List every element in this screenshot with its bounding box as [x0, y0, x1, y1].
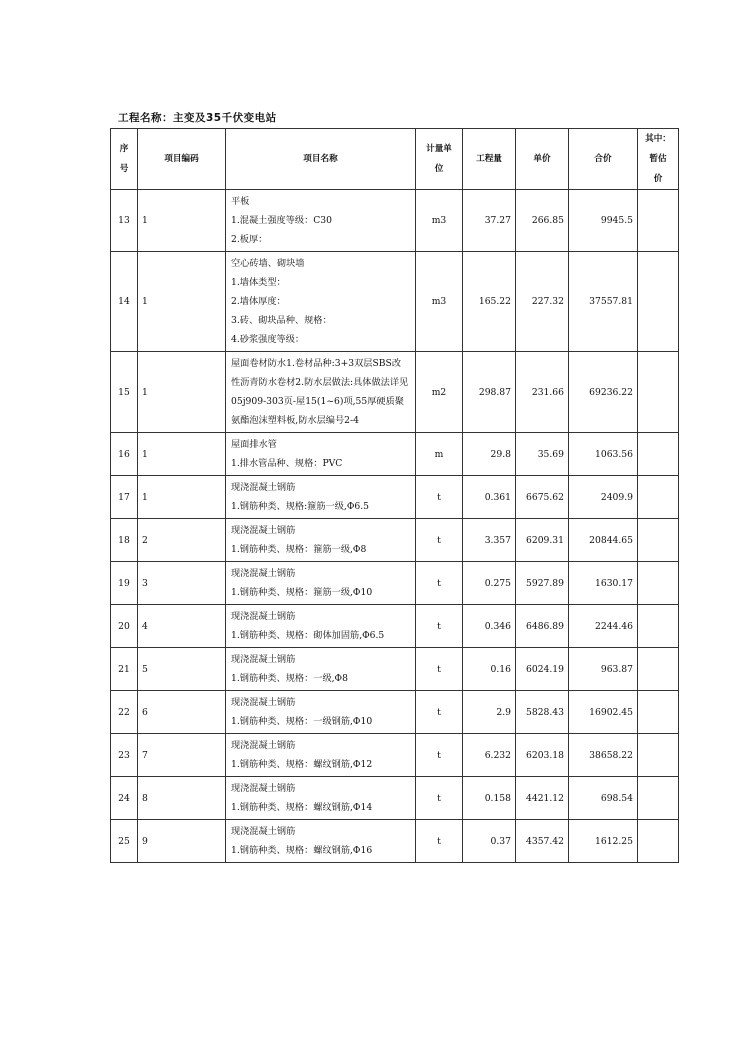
table-row — [111, 252, 679, 352]
cell-qty: 298.87 — [463, 352, 516, 433]
cell-provisional — [638, 820, 679, 863]
cell-name: 现浇混凝土钢筋 1.钢筋种类、规格：螺纹钢筋,Φ14 — [226, 777, 416, 820]
cell-name: 现浇混凝土钢筋 1.钢筋种类、规格：箍筋一级,Φ8 — [226, 519, 416, 562]
cell-provisional — [638, 190, 679, 252]
cell-code: 5 — [138, 648, 226, 691]
cell-name: 现浇混凝土钢筋 1.钢筋种类、规格：箍筋一级,Φ10 — [226, 562, 416, 605]
header-qty: 工程量 — [463, 129, 516, 190]
cell-total: 1612.25 — [569, 820, 638, 863]
cell-code: 2 — [138, 519, 226, 562]
cell-price: 231.66 — [516, 352, 569, 433]
header-row — [111, 129, 679, 190]
cell-code: 1 — [138, 190, 226, 252]
cell-price: 6024.19 — [516, 648, 569, 691]
table-row — [111, 820, 679, 863]
cell-provisional — [638, 476, 679, 519]
header-name: 项目名称 — [226, 129, 416, 190]
cell-code: 1 — [138, 252, 226, 352]
cell-qty: 37.27 — [463, 190, 516, 252]
table-row — [111, 562, 679, 605]
cell-seq: 20 — [111, 605, 138, 648]
cell-unit: t — [416, 734, 463, 777]
cell-price: 5927.89 — [516, 562, 569, 605]
cell-name: 现浇混凝土钢筋 1.钢筋种类、规格：一级钢筋,Φ10 — [226, 691, 416, 734]
cell-seq: 17 — [111, 476, 138, 519]
cell-provisional — [638, 519, 679, 562]
cell-total: 2244.46 — [569, 605, 638, 648]
cell-price: 4421.12 — [516, 777, 569, 820]
cell-unit: m3 — [416, 252, 463, 352]
cell-name: 现浇混凝土钢筋 1.钢筋种类、规格：螺纹钢筋,Φ12 — [226, 734, 416, 777]
cell-provisional — [638, 562, 679, 605]
table-row — [111, 476, 679, 519]
table-row — [111, 734, 679, 777]
cell-qty: 0.361 — [463, 476, 516, 519]
cell-qty: 0.16 — [463, 648, 516, 691]
cell-unit: t — [416, 648, 463, 691]
cell-price: 6675.62 — [516, 476, 569, 519]
cell-code: 1 — [138, 433, 226, 476]
cell-provisional — [638, 648, 679, 691]
cell-price: 6209.31 — [516, 519, 569, 562]
cell-unit: m3 — [416, 190, 463, 252]
cell-seq: 24 — [111, 777, 138, 820]
cell-qty: 3.357 — [463, 519, 516, 562]
cell-code: 8 — [138, 777, 226, 820]
cell-seq: 15 — [111, 352, 138, 433]
cell-unit: t — [416, 476, 463, 519]
cell-unit: m — [416, 433, 463, 476]
cell-total: 1063.56 — [569, 433, 638, 476]
cell-seq: 13 — [111, 190, 138, 252]
cell-seq: 14 — [111, 252, 138, 352]
table-row — [111, 433, 679, 476]
cell-seq: 18 — [111, 519, 138, 562]
cell-code: 1 — [138, 476, 226, 519]
cell-qty: 0.37 — [463, 820, 516, 863]
header-code: 项目编码 — [138, 129, 226, 190]
header-seq: 序 号 — [111, 129, 138, 190]
header-unit: 计量单 位 — [416, 129, 463, 190]
header-total: 合价 — [569, 129, 638, 190]
cell-price: 35.69 — [516, 433, 569, 476]
cell-provisional — [638, 777, 679, 820]
cell-seq: 16 — [111, 433, 138, 476]
cell-name: 空心砖墙、砌块墙 1.墙体类型： 2.墙体厚度： 3.砖、砌块品种、规格： 4.砂浆强度等级： — [226, 252, 416, 352]
table-row — [111, 190, 679, 252]
cell-unit: m2 — [416, 352, 463, 433]
cell-name: 屋面排水管 1.排水管品种、规格：PVC — [226, 433, 416, 476]
cell-provisional — [638, 433, 679, 476]
cell-price: 5828.43 — [516, 691, 569, 734]
cell-name: 现浇混凝土钢筋 1.钢筋种类、规格：砌体加固筋,Φ6.5 — [226, 605, 416, 648]
cell-qty: 29.8 — [463, 433, 516, 476]
cell-price: 227.32 — [516, 252, 569, 352]
cell-name: 现浇混凝土钢筋 1.钢筋种类、规格:箍筋一级,Φ6.5 — [226, 476, 416, 519]
cell-unit: t — [416, 519, 463, 562]
cell-price: 4357.42 — [516, 820, 569, 863]
cell-seq: 25 — [111, 820, 138, 863]
cell-unit: t — [416, 777, 463, 820]
cell-seq: 23 — [111, 734, 138, 777]
table-row — [111, 352, 679, 433]
cell-name: 现浇混凝土钢筋 1.钢筋种类、规格：一级,Φ8 — [226, 648, 416, 691]
cell-price: 266.85 — [516, 190, 569, 252]
cell-code: 6 — [138, 691, 226, 734]
cell-qty: 0.275 — [463, 562, 516, 605]
cell-code: 7 — [138, 734, 226, 777]
cell-code: 4 — [138, 605, 226, 648]
cell-total: 698.54 — [569, 777, 638, 820]
cell-provisional — [638, 605, 679, 648]
table-row — [111, 519, 679, 562]
cell-total: 37557.81 — [569, 252, 638, 352]
cell-total: 38658.22 — [569, 734, 638, 777]
cell-price: 6486.89 — [516, 605, 569, 648]
header-provisional: 其中： 暂估 价 — [638, 129, 679, 190]
cell-provisional — [638, 691, 679, 734]
cell-qty: 6.232 — [463, 734, 516, 777]
cell-qty: 0.346 — [463, 605, 516, 648]
cell-unit: t — [416, 562, 463, 605]
cell-seq: 19 — [111, 562, 138, 605]
cell-provisional — [638, 352, 679, 433]
cell-unit: t — [416, 605, 463, 648]
cell-name: 屋面卷材防水1.卷材品种:3+3双层SBS改性沥青防水卷材2.防水层做法:具体做法详见05j909-303页-屋15(1~6)项,55厚硬质聚氨酯泡沫塑料板,防水层编号2-4 — [226, 352, 416, 433]
cell-unit: t — [416, 820, 463, 863]
cell-provisional — [638, 734, 679, 777]
cell-total: 69236.22 — [569, 352, 638, 433]
cell-qty: 165.22 — [463, 252, 516, 352]
cell-total: 16902.45 — [569, 691, 638, 734]
bill-of-quantities-table — [110, 128, 679, 863]
cell-name: 平板 1.混凝土强度等级：C30 2.板厚： — [226, 190, 416, 252]
cell-code: 9 — [138, 820, 226, 863]
cell-name: 现浇混凝土钢筋 1.钢筋种类、规格：螺纹钢筋,Φ16 — [226, 820, 416, 863]
table-body — [111, 190, 679, 863]
cell-total: 9945.5 — [569, 190, 638, 252]
cell-total: 20844.65 — [569, 519, 638, 562]
cell-provisional — [638, 252, 679, 352]
cell-seq: 21 — [111, 648, 138, 691]
project-title: 工程名称：主变及35千伏变电站 — [118, 112, 277, 124]
cell-unit: t — [416, 691, 463, 734]
cell-code: 1 — [138, 352, 226, 433]
table-row — [111, 648, 679, 691]
cell-qty: 2.9 — [463, 691, 516, 734]
cell-code: 3 — [138, 562, 226, 605]
cell-price: 6203.18 — [516, 734, 569, 777]
cell-total: 2409.9 — [569, 476, 638, 519]
cell-seq: 22 — [111, 691, 138, 734]
header-price: 单价 — [516, 129, 569, 190]
cell-total: 1630.17 — [569, 562, 638, 605]
table-row — [111, 605, 679, 648]
cell-qty: 0.158 — [463, 777, 516, 820]
table-row — [111, 691, 679, 734]
cell-total: 963.87 — [569, 648, 638, 691]
table-row — [111, 777, 679, 820]
